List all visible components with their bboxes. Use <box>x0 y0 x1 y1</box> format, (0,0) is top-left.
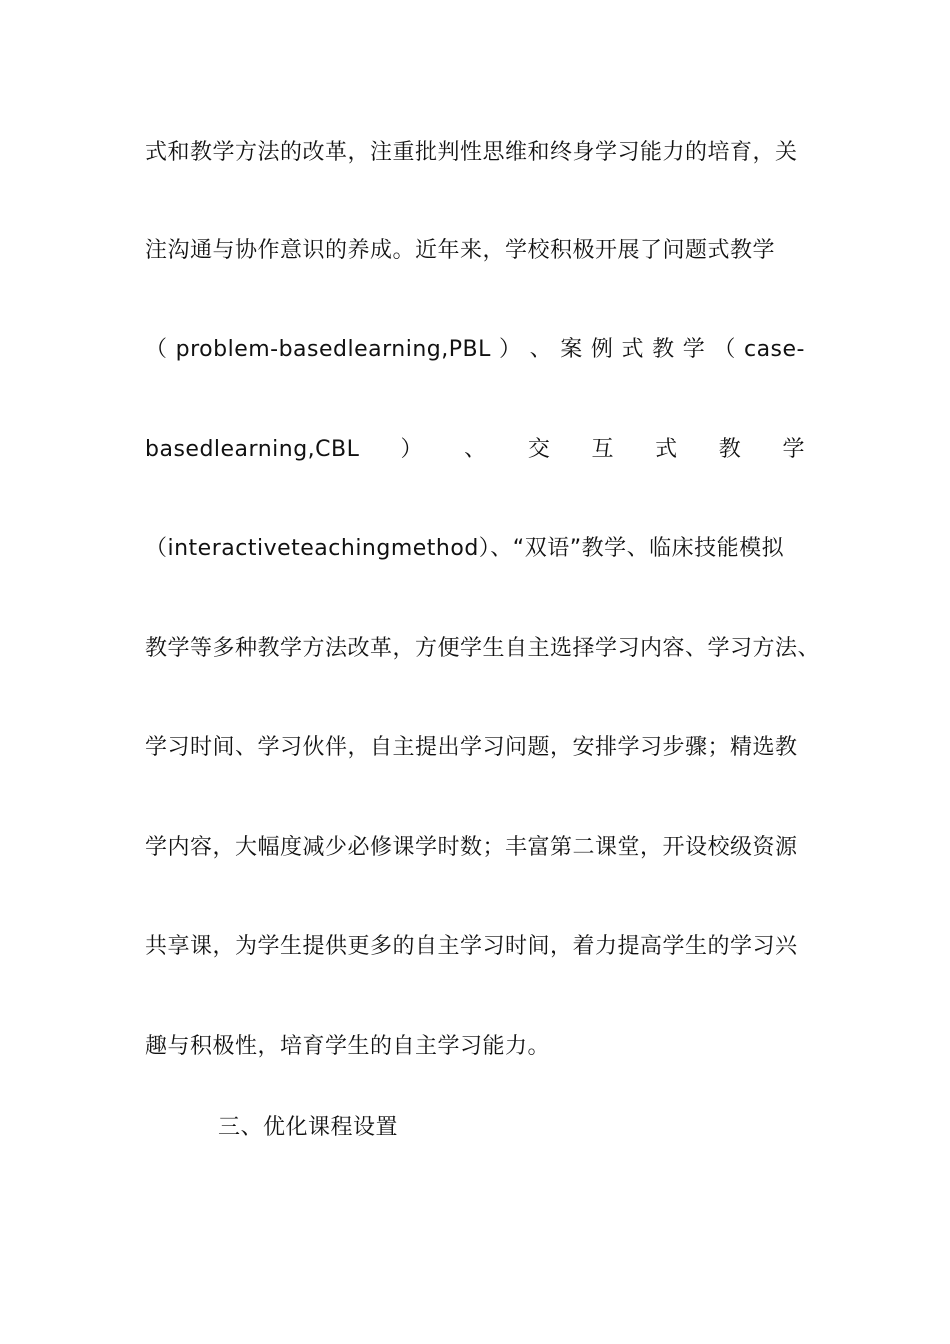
line3-part: （ <box>145 337 168 362</box>
line4-part: ） <box>400 437 424 462</box>
line3-part: problem-basedlearning,PBL <box>175 337 491 362</box>
line4-part: 、 <box>464 437 487 462</box>
section-heading: 三、优化课程设置 <box>218 1115 399 1140</box>
paragraph-line-10: 趣与积极性，培育学生的自主学习能力。 <box>145 1034 551 1059</box>
line3-part: 式 <box>621 337 644 362</box>
paragraph-line-9: 共享课，为学生提供更多的自主学习时间，着力提高学生的学习兴 <box>145 934 798 959</box>
paragraph-line-1: 式和教学方法的改革，注重批判性思维和终身学习能力的培育，关 <box>145 140 798 165</box>
paragraph-line-8: 学内容，大幅度减少必修课学时数；丰富第二课堂，开设校级资源 <box>145 835 798 860</box>
paragraph-line-2: 注沟通与协作意识的养成。近年来，学校积极开展了问题式教学 <box>145 238 776 263</box>
line3-part: 教 <box>652 337 675 362</box>
line4-part: 学 <box>782 437 805 462</box>
paragraph-line-7: 学习时间、学习伙伴，自主提出学习问题，安排学习步骤；精选教 <box>145 735 798 760</box>
line4-part: 式 <box>655 437 678 462</box>
paragraph-line-5: （interactiveteachingmethod）、“双语”教学、临床技能模拟 <box>145 536 785 561</box>
line4-part: 教 <box>718 437 742 462</box>
line3-part: 、 <box>529 337 553 362</box>
line3-part: 案 <box>560 337 583 362</box>
paragraph-line-6: 教学等多种教学方法改革，方便学生自主选择学习内容、学习方法、 <box>145 636 821 661</box>
line4-part: 互 <box>591 437 614 462</box>
line4-part: 交 <box>527 437 551 462</box>
paragraph-line-3 <box>145 335 805 365</box>
line3-part: 学 <box>682 337 706 362</box>
line3-part: case- <box>743 337 805 362</box>
line3-part: 例 <box>590 337 614 362</box>
line3-part: （ <box>713 337 736 362</box>
line4-part: basedlearning,CBL <box>145 437 360 462</box>
line3-part: ） <box>498 337 522 362</box>
paragraph-line-4 <box>145 435 805 465</box>
